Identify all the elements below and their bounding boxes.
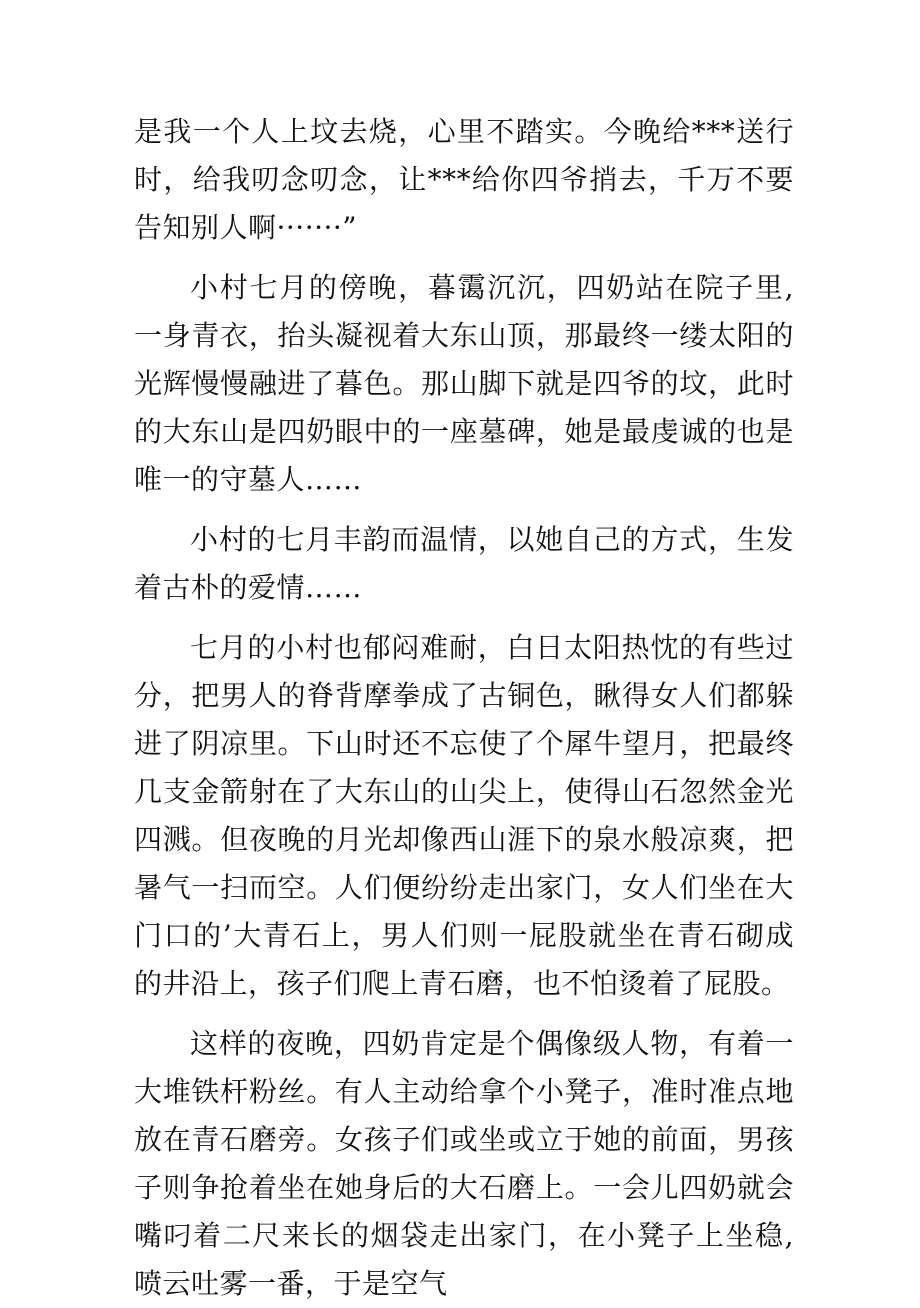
paragraph-5: 这样的夜晚，四奶肯定是个偶像级人物，有着一大堆铁杆粉丝。有人主动给拿个小凳子，准时准点地放在青石磨旁。女孩子们或坐或立于她的前面，男孩子则争抢着坐在她身后的大石磨上。一会儿四奶就会嘴叼着二尺来长的烟袋走出家门，在小凳子上坐稳,喷云吐雾一番，于是空气	[134, 1027, 794, 1300]
paragraph-3: 小村的七月丰韵而温情，以她自己的方式，生发着古朴的爱情……	[134, 523, 794, 604]
paragraph-2: 小村七月的傍晚，暮霭沉沉，四奶站在院子里,一身青衣，抬头凝视着大东山顶，那最终一缕太阳的光辉慢慢融进了暮色。那山脚下就是四爷的坟，此时的大东山是四奶眼中的一座墓碑，她是最虔诚的也是唯一的守墓人……	[134, 271, 794, 496]
paragraph-4: 七月的小村也郁闷难耐，白日太阳热忱的有些过分，把男人的脊背摩拳成了古铜色，瞅得女人们都躲进了阴凉里。下山时还不忘使了个犀牛望月，把最终几支金箭射在了大东山的山尖上，使得山石忽然金光四溅。但夜晚的月光却像西山涯下的泉水般凉爽，把暑气一扫而空。人们便纷纷走出家门，女人们坐在大门口的’大青石上，男人们则一屁股就坐在青石砌成的井沿上，孩子们爬上青石磨，也不怕烫着了屁股。	[134, 631, 794, 1000]
body-text	[134, 108, 794, 1308]
paragraph-1: 是我一个人上坟去烧，心里不踏实。今晚给***送行时，给我叨念叨念，让***给你四爷捎去，千万不要告知别人啊·······”	[134, 115, 794, 244]
